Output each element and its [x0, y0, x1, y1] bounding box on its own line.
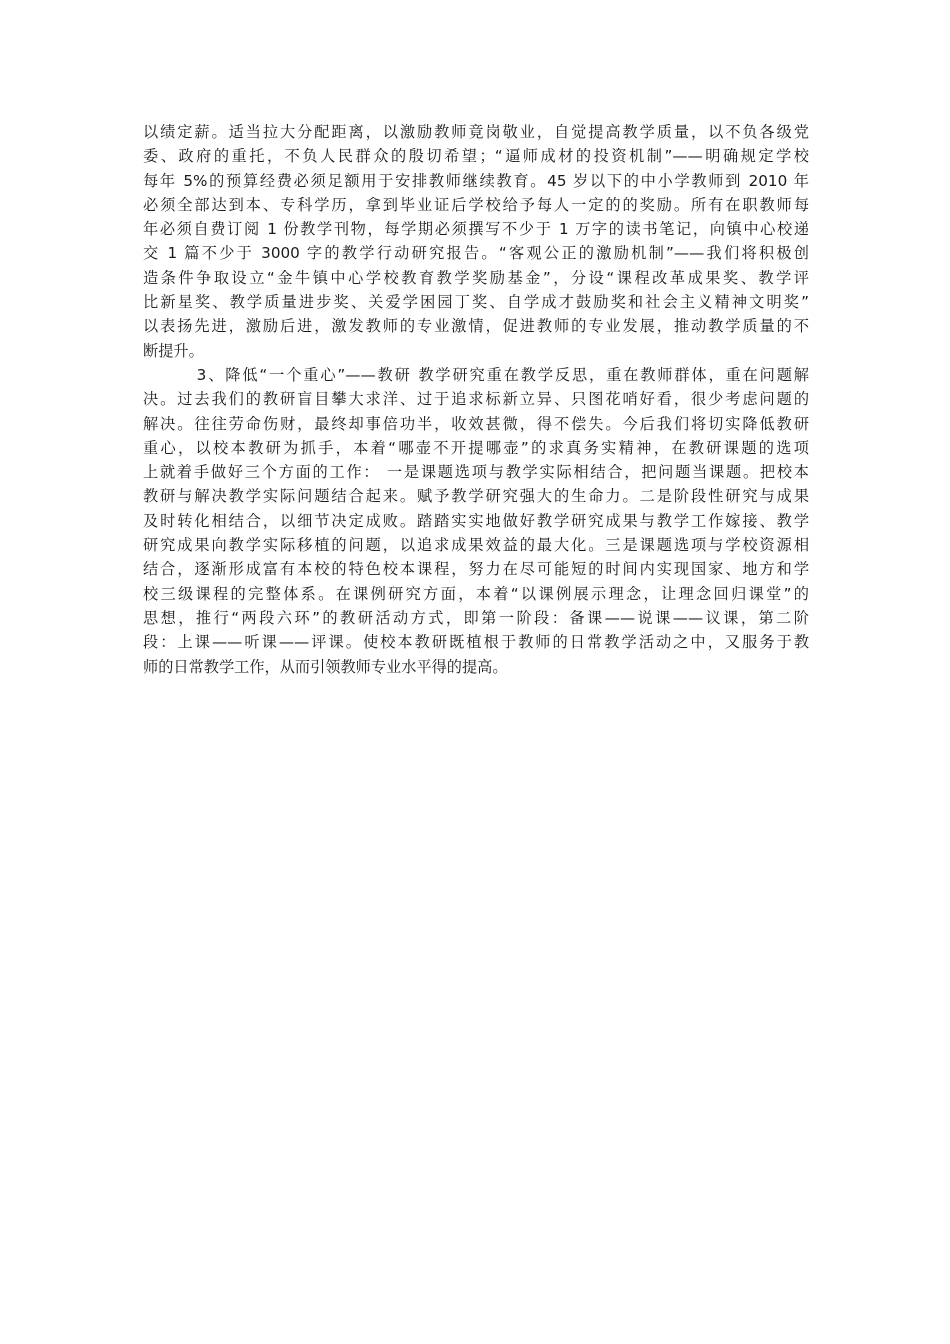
text-line: 上就着手做好三个方面的工作： 一是课题选项与教学实际相结合，把问题当课题。把校本	[143, 463, 809, 482]
text-line: 师的日常教学工作，从而引领教师专业水平得的提高。	[143, 657, 508, 676]
text-line: 必须全部达到本、专科学历，拿到毕业证后学校给予每人一定的的奖励。所有在职教师每	[143, 195, 809, 214]
text-line: 以表扬先进，激励后进，激发教师的专业激情，促进教师的专业发展，推动教学质量的不	[143, 317, 809, 336]
document-body	[143, 120, 809, 679]
text-line: 思想，推行“两段六环”的教研活动方式，即第一阶段：备课——说课——议课，第二阶	[143, 608, 809, 627]
text-line: 及时转化相结合，以细节决定成败。踏踏实实地做好教学研究成果与教学工作嫁接、教学	[143, 511, 809, 530]
text-line: 造条件争取设立“金牛镇中心学校教育教学奖励基金”，分设“课程改革成果奖、教学评	[143, 268, 809, 287]
text-line: 断提升。	[143, 341, 204, 360]
text-line: 委、政府的重托，不负人民群众的殷切希望；“逼师成材的投资机制”——明确规定学校	[143, 147, 809, 166]
text-line: 年必须自费订阅 1 份教学刊物，每学期必须撰写不少于 1 万字的读书笔记，向镇中心校递	[143, 220, 809, 239]
text-line: 3、降低“一个重心”——教研 教学研究重在教学反思，重在教师群体，重在问题解	[143, 365, 809, 384]
text-line: 解决。往往劳命伤财，最终却事倍功半，收效甚微，得不偿失。今后我们将切实降低教研	[143, 414, 809, 433]
paragraph-2	[143, 363, 809, 679]
text-line: 研究成果向教学实际移植的问题，以追求成果效益的最大化。三是课题选项与学校资源相	[143, 536, 809, 555]
text-line: 重心，以校本教研为抓手，本着“哪壶不开提哪壶”的求真务实精神，在教研课题的选项	[143, 438, 809, 457]
text-line: 教研与解决教学实际问题结合起来。赋予教学研究强大的生命力。二是阶段性研究与成果	[143, 487, 809, 506]
paragraph-1	[143, 120, 809, 363]
text-line: 决。过去我们的教研盲目攀大求洋、过于追求标新立异、只图花哨好看，很少考虑问题的	[143, 390, 809, 409]
text-line: 结合，逐渐形成富有本校的特色校本课程，努力在尽可能短的时间内实现国家、地方和学	[143, 560, 809, 579]
text-line: 段：上课——听课——评课。使校本教研既植根于教师的日常教学活动之中，又服务于教	[143, 633, 809, 652]
text-line: 校三级课程的完整体系。在课例研究方面，本着“以课例展示理念，让理念回归课堂”的	[143, 584, 809, 603]
text-line: 每年 5%的预算经费必须足额用于安排教师继续教育。45 岁以下的中小学教师到 2010 年	[143, 171, 809, 190]
text-line: 比新星奖、教学质量进步奖、关爱学困园丁奖、自学成才鼓励奖和社会主义精神文明奖”	[143, 293, 809, 312]
text-line: 以绩定薪。适当拉大分配距离，以激励教师竟岗敬业，自觉提高教学质量，以不负各级党	[143, 123, 809, 141]
text-line: 交 1 篇不少于 3000 字的教学行动研究报告。“客观公正的激励机制”——我们将积极创	[143, 244, 809, 263]
